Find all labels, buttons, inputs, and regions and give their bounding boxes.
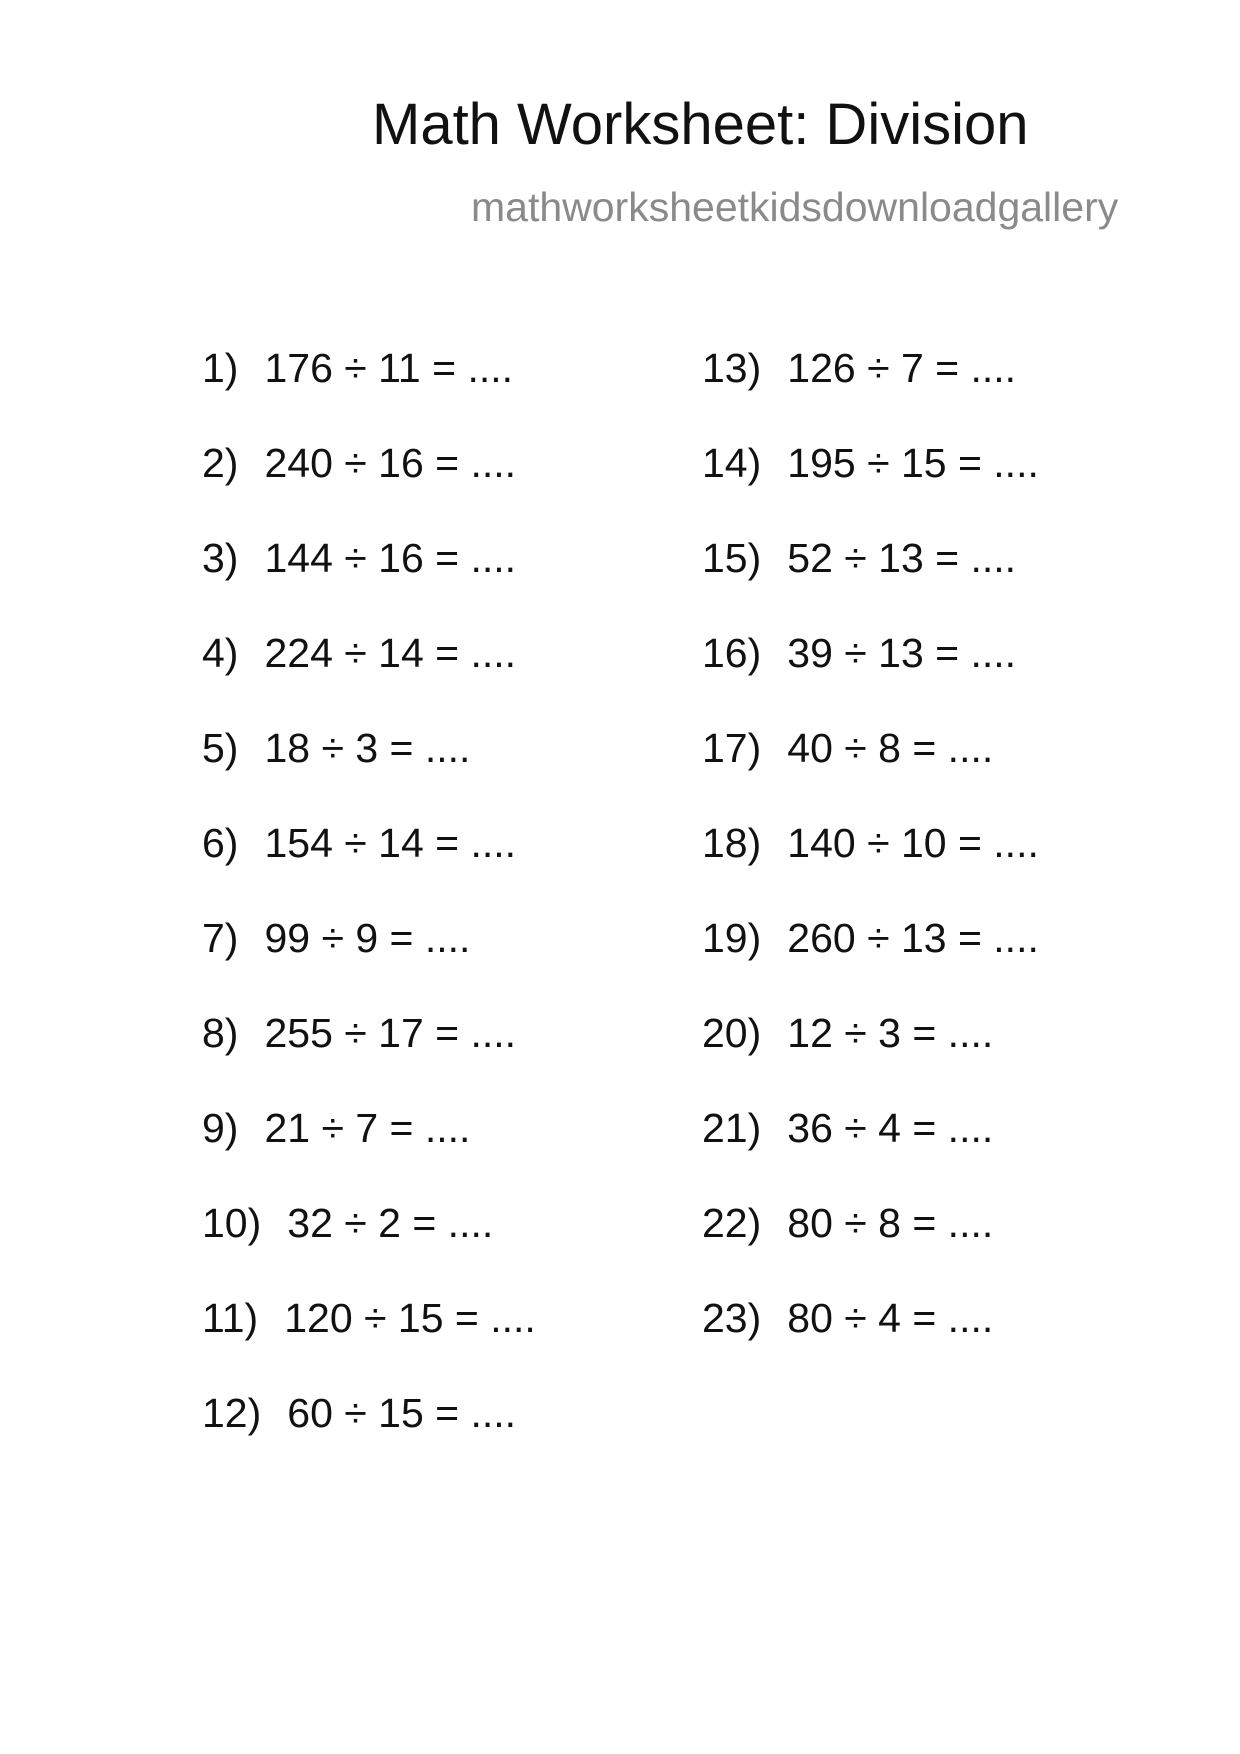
- problem-number: 21): [702, 1105, 762, 1151]
- division-problem-12: [202, 1390, 536, 1488]
- division-problem-23: [702, 1295, 1039, 1393]
- division-problem-4: [202, 630, 536, 728]
- problem-number: 5): [202, 725, 239, 771]
- problem-number: 8): [202, 1010, 239, 1056]
- problem-expression: 80 ÷ 4 = ....: [787, 1295, 994, 1341]
- division-problem-11: [202, 1295, 536, 1393]
- division-problem-2: [202, 440, 536, 538]
- problem-number: 20): [702, 1010, 762, 1056]
- problem-number: 6): [202, 820, 239, 866]
- problem-expression: 18 ÷ 3 = ....: [264, 725, 471, 771]
- problem-expression: 255 ÷ 17 = ....: [264, 1010, 517, 1056]
- problem-expression: 176 ÷ 11 = ....: [264, 345, 514, 391]
- problem-expression: 240 ÷ 16 = ....: [264, 440, 517, 486]
- problem-expression: 52 ÷ 13 = ....: [787, 535, 1017, 581]
- problem-number: 19): [702, 915, 762, 961]
- problem-number: 17): [702, 725, 762, 771]
- problem-expression: 120 ÷ 15 = ....: [284, 1295, 536, 1341]
- division-problem-7: [202, 915, 536, 1013]
- division-problem-6: [202, 820, 536, 918]
- division-problem-3: [202, 535, 536, 633]
- problem-expression: 12 ÷ 3 = ....: [787, 1010, 994, 1056]
- division-problem-21: [702, 1105, 1039, 1203]
- division-problem-8: [202, 1010, 536, 1108]
- problem-number: 4): [202, 630, 239, 676]
- problem-number: 23): [702, 1295, 762, 1341]
- problem-expression: 99 ÷ 9 = ....: [264, 915, 471, 961]
- division-problem-9: [202, 1105, 536, 1203]
- problem-column-left: [202, 345, 536, 1488]
- worksheet-subtitle: mathworksheetkidsdownloadgallery: [471, 184, 1119, 230]
- problem-number: 13): [702, 345, 762, 391]
- division-problem-19: [702, 915, 1039, 1013]
- problem-expression: 195 ÷ 15 = ....: [787, 440, 1039, 486]
- problem-expression: 144 ÷ 16 = ....: [264, 535, 517, 581]
- division-problem-13: [702, 345, 1039, 443]
- division-problem-10: [202, 1200, 536, 1298]
- problem-expression: 21 ÷ 7 = ....: [264, 1105, 471, 1151]
- problem-number: 18): [702, 820, 762, 866]
- worksheet-title: Math Worksheet: Division: [372, 92, 1029, 157]
- problem-number: 9): [202, 1105, 239, 1151]
- division-problem-5: [202, 725, 536, 823]
- problem-expression: 36 ÷ 4 = ....: [787, 1105, 994, 1151]
- problem-number: 10): [202, 1200, 262, 1246]
- problem-expression: 224 ÷ 14 = ....: [264, 630, 517, 676]
- division-problem-14: [702, 440, 1039, 538]
- problem-expression: 140 ÷ 10 = ....: [787, 820, 1039, 866]
- division-problem-22: [702, 1200, 1039, 1298]
- problem-number: 15): [702, 535, 762, 581]
- division-problem-1: [202, 345, 536, 443]
- problem-number: 2): [202, 440, 239, 486]
- problem-expression: 154 ÷ 14 = ....: [264, 820, 517, 866]
- problem-number: 12): [202, 1390, 262, 1436]
- problem-number: 22): [702, 1200, 762, 1246]
- problem-column-right: [702, 345, 1039, 1393]
- division-problem-17: [702, 725, 1039, 823]
- problem-number: 14): [702, 440, 762, 486]
- division-problem-18: [702, 820, 1039, 918]
- problem-number: 11): [202, 1295, 259, 1341]
- problem-expression: 260 ÷ 13 = ....: [787, 915, 1039, 961]
- problem-expression: 32 ÷ 2 = ....: [287, 1200, 494, 1246]
- problem-number: 16): [702, 630, 762, 676]
- problem-expression: 40 ÷ 8 = ....: [787, 725, 994, 771]
- problem-expression: 60 ÷ 15 = ....: [287, 1390, 517, 1436]
- division-problem-16: [702, 630, 1039, 728]
- problem-expression: 80 ÷ 8 = ....: [787, 1200, 994, 1246]
- problem-number: 1): [202, 345, 239, 391]
- division-problem-20: [702, 1010, 1039, 1108]
- division-problem-15: [702, 535, 1039, 633]
- problem-number: 7): [202, 915, 239, 961]
- problem-expression: 39 ÷ 13 = ....: [787, 630, 1017, 676]
- problem-expression: 126 ÷ 7 = ....: [787, 345, 1017, 391]
- problem-number: 3): [202, 535, 239, 581]
